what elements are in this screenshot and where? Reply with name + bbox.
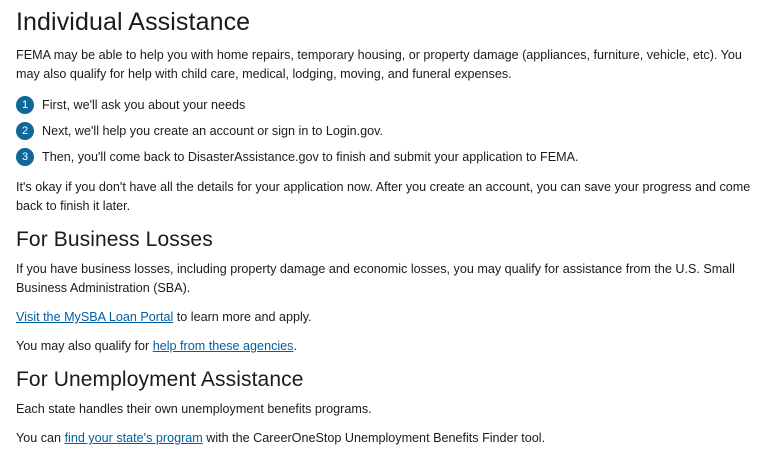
state-program-suffix: with the CareerOneStop Unemployment Benefits Finder tool. [202,431,546,445]
sba-portal-suffix: to learn more and apply. [173,310,312,324]
step-text: First, we'll ask you about your needs [42,98,246,112]
find-state-program-link[interactable]: find your state's program [64,431,203,445]
state-program-prefix: You can [16,431,65,445]
other-agencies-paragraph [16,337,752,356]
individual-assistance-intro: FEMA may be able to help you with home repairs, temporary housing, or property damage (appliances, furniture, vehicle, etc). You may also qualify for help with child care, medical, lodging, moving, and funeral expenses. [16,48,742,81]
unemployment-assistance-section [16,366,752,448]
individual-assistance-section [16,6,752,216]
save-progress-note: It's okay if you don't have all the details for your application now. After you create an account, you can save your progress and come back to finish it later. [16,180,751,213]
individual-assistance-heading: Individual Assistance [16,8,251,36]
state-program-paragraph [16,429,752,448]
step-number-badge: 1 [16,96,34,114]
mysba-loan-portal-link[interactable]: Visit the MySBA Loan Portal [16,310,174,324]
unemployment-intro: Each state handles their own unemployment benefits programs. [16,402,372,416]
unemployment-assistance-heading: For Unemployment Assistance [16,368,304,391]
sba-portal-paragraph [16,308,752,327]
step-text: Then, you'll come back to DisasterAssistance.gov to finish and submit your application to FEMA. [42,150,579,164]
step-number-badge: 3 [16,148,34,166]
other-agencies-suffix: . [293,339,297,353]
application-steps-list [16,92,752,170]
help-from-agencies-link[interactable]: help from these agencies [152,339,294,353]
step-text: Next, we'll help you create an account or sign in to Login.gov. [42,124,384,138]
other-agencies-prefix: You may also qualify for [16,339,153,353]
business-losses-section [16,226,752,356]
business-losses-heading: For Business Losses [16,228,213,251]
step-item [16,144,752,170]
step-item [16,92,752,118]
business-losses-intro: If you have business losses, including property damage and economic losses, you may qualify for assistance from the U.S. Small Business Administration (SBA). [16,262,735,295]
step-item [16,118,752,144]
step-number-badge: 2 [16,122,34,140]
